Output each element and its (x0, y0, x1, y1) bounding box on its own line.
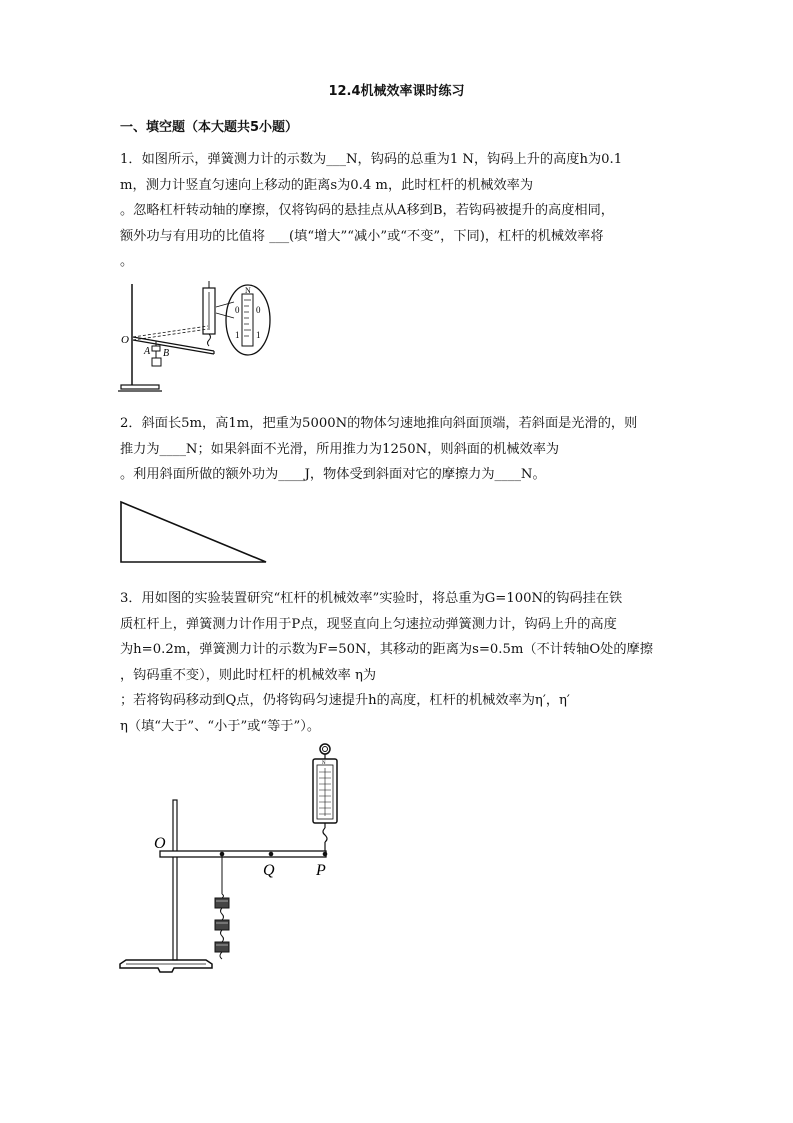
hook-weight-3 (215, 942, 229, 952)
question-1-line: 额外功与有用功的比值将 ___(填“增大”“减小”或“不变”，下同)，杠杆的机械效率将 (120, 228, 604, 244)
scale-unit-n: N (322, 761, 326, 766)
question-3-line: ；若将钩码移动到Q点，仍将钩码匀速提升h的高度，杠杆的机械效率为η′，η′ (120, 693, 570, 708)
question-2-line: 。利用斜面所做的额外功为____J，物体受到斜面对它的摩擦力为____N。 (120, 467, 546, 482)
page-title: 12.4机械效率课时练习 (328, 84, 465, 99)
scale-hook (208, 334, 211, 346)
inclined-plane-figure (118, 500, 270, 566)
point-label-q: Q (263, 862, 275, 879)
hook-weight-1 (215, 898, 229, 908)
question-3-line: 3．用如图的实验装置研究“杠杆的机械效率”实验时，将总重为G=100N的钩码挂在铁 (120, 591, 623, 606)
hook-weight-2 (215, 920, 229, 930)
question-3-line: η（填“大于”、“小于”或“等于”）。 (120, 718, 321, 734)
question-2-line: 推力为____N；如果斜面不光滑，所用推力为1250N，则斜面的机械效率为 (120, 441, 560, 457)
point-p-dot (323, 852, 328, 857)
scale-ring (320, 744, 330, 754)
lever-spring-scale-figure (118, 280, 278, 398)
question-1 (120, 147, 676, 275)
question-1-line: m，测力计竖直匀速向上移动的距离s为0.4 m，此时杠杆的机械效率为 (120, 177, 534, 193)
stand-base (121, 385, 159, 389)
pivot-label-o: O (154, 835, 166, 852)
question-3-line: ，钩码重不变），则此时杠杆的机械效率 η为 (120, 667, 377, 683)
stand-pole (173, 800, 177, 960)
scale-unit-n: N (245, 286, 251, 295)
scale-hook (323, 828, 327, 842)
question-1-line: 。忽略杠杆转动轴的摩擦，仅将钩码的悬挂点从A移到B，若钩码被提升的高度相同， (120, 203, 614, 218)
scale-magnified-view (226, 285, 270, 355)
question-3-line: 为h=0.2m，弹簧测力计的示数为F=50N，其移动的距离为s=0.5m（不计转轴O处的摩擦 (120, 642, 653, 657)
point-label-p: P (316, 862, 326, 879)
point-label-a: A (144, 346, 151, 357)
inclined-plane-triangle (121, 502, 266, 562)
scale-one-right: 1 (256, 330, 261, 340)
question-2-line: 2．斜面长5m，高1m，把重为5000N的物体匀速地推向斜面顶端，若斜面是光滑的，则 (120, 416, 638, 431)
weight-block-2 (152, 358, 161, 366)
lever-initial-dashed (133, 326, 208, 337)
scale-one-left: 1 (235, 330, 240, 340)
question-3 (120, 586, 676, 739)
question-2 (120, 411, 676, 488)
weight-block-1 (152, 346, 160, 351)
hang-point-dot (220, 852, 225, 857)
lever-efficiency-apparatus-figure (116, 742, 346, 982)
pivot-label-o: O (121, 334, 129, 346)
stand-base (120, 960, 212, 972)
question-1-line: 1．如图所示，弹簧测力计的示数为___N，钩码的总重为1 N，钩码上升的高度h为0.1 (120, 152, 623, 167)
section-heading: 一、填空题（本大题共5小题） (120, 120, 299, 135)
scale-zero-left: 0 (235, 305, 240, 315)
point-label-b: B (163, 348, 170, 359)
scale-zero-right: 0 (256, 305, 261, 315)
lever-bar (160, 851, 326, 857)
question-1-line: 。 (120, 254, 134, 269)
point-q-dot (269, 852, 274, 857)
question-3-line: 质杠杆上，弹簧测力计作用于P点，现竖直向上匀速拉动弹簧测力计，钩码上升的高度 (120, 616, 617, 632)
